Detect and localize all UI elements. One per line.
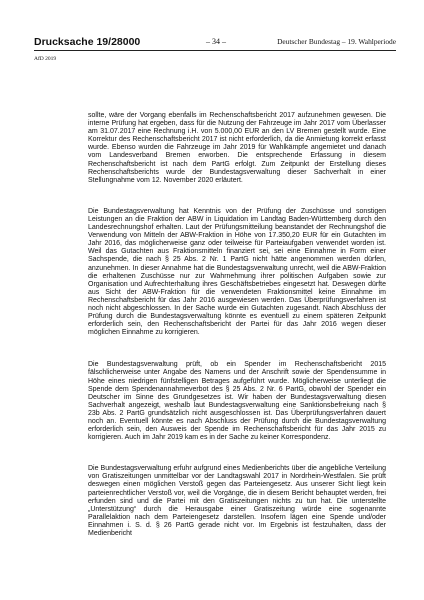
paragraph: sollte, wäre der Vorgang ebenfalls im Rechenschaftsbericht 2017 aufzunehmen gewesen. Die interne Prüfung hat ergeben, dass für die Nutzung der Fahrzeuge im Jahr 2017 vom Überlasser am 31.07.2017 eine Rechnung i.H. von 5.000,00 EUR an den LV Bremen gestellt wurde. Eine Korrektur des Rechenschaftsbericht 2017 ist nicht erforderlich, da die Anmietung korrekt erfasst wurde. Ebenso wurden die Fahrzeuge im Jahr 2019 für Wahlkämpfe angemietet und danach vom Landesverband Bremen erworben. Die entsprechende Erfassung in diesem Rechenschaftsbericht ist nach dem PartG erfolgt. Zum Zeitpunkt der Erstellung dieses Rechenschaftsberichts wurde der Bundestagsverwaltung dieser Sachverhalt in einer Stellungnahme vom 12. November 2020 erläutert.	[88, 112, 386, 184]
parliament-period: Deutscher Bundestag – 19. Wahlperiode	[277, 37, 396, 46]
document-number-value: 28000	[111, 36, 141, 48]
document-number-prefix: Drucksache 19/	[34, 36, 112, 48]
page-number: – 34 –	[206, 37, 226, 46]
paragraph: Die Bundestagsverwaltung hat Kenntnis von der Prüfung der Zuschüsse und sonstigen Leistungen an die Fraktion der ABW in Liquidation im Landtag Baden-Württemberg durch den Landesrechnungshof erhalten. Laut der Prüfungsmitteilung beanstandet der Rechnungshof die Verwendung von Mitteln der ABW-Fraktion in Höhe von 17.350,20 EUR für ein Gutachten im Jahr 2016, das möglicherweise ganz oder teilweise für Parteiaufgaben verwendet worden ist. Weil das Gutachten aus Fraktionsmitteln finanziert sei, sei eine Einnahme in Form einer Sachspende, die nach § 25 Abs. 2 Nr. 1 PartG nicht hätte angenommen werden dürfen, anzunehmen. In dieser Annahme hat die Bundestagsverwaltung unrecht, weil die ABW-Fraktion die erhaltenen Zuschüsse nur zur Wahrnehmung ihrer politischen Aufgaben sowie zur Organisation und Aufrechterhaltung ihres Geschäftsbetriebes eingesetzt hat. Deswegen dürfte aus Sicht der ABW-Fraktion für die verwendeten Fraktionsmittel keine Einnahme im Rechenschaftsbericht für das Jahr 2016 ausgewiesen werden. Das Überprüfungsverfahren ist noch nicht abgeschlossen. In der Sache wurde ein Gutachten zugesandt. Nach Abschluss der Prüfung durch die Bundestagsverwaltung könnte es eventuell zu einem späteren Zeitpunkt erforderlich sein, den Rechenschaftsbericht der Partei für das Jahr 2016 wegen dieser möglichen Einnahme zu korrigieren.	[88, 207, 386, 337]
reference-code: AfD 2019	[34, 56, 57, 62]
paragraph: Die Bundestagsverwaltung prüft, ob ein Spender im Rechenschaftsbericht 2015 fälschlicherweise unter Angabe des Namens und der Anschrift sowie der Spendensumme in Höhe eines niedrigen fünfstelligen Betrages aufgeführt wurde. Möglicherweise unterliegt die Spende dem Spendenannahmeverbot des § 25 Abs. 2 Nr. 6 PartG, obwohl der Spender ein Deutscher im Sinne des Grundgesetzes ist. Wir haben der Bundestagsverwaltung diesen Sachverhalt angezeigt, weshalb laut Bundestagsverwaltung eine Sanktionsbefreiung nach § 23b Abs. 2 PartG grundsätzlich nicht ausgeschlossen ist. Das Überprüfungsverfahren dauert noch an. Eventuell könnte es nach Abschluss der Prüfung durch die Bundestagsverwaltung erforderlich sein, den Ausweis der Spende im Rechenschaftsbericht für das Jahr 2015 zu korrigieren. Auch im Jahr 2019 kam es in der Sache zu keiner Korrespondenz.	[88, 361, 386, 442]
page-header	[34, 36, 396, 51]
paragraph: Die Bundestagsverwaltung erfuhr aufgrund eines Medienberichts über die angebliche Verteilung von Gratiszeitungen unmittelbar vor der Landtagswahl 2017 in Nordrhein-Westfalen. Sie prüft deswegen einen möglichen Verstoß gegen das Parteiengesetz. Aus unserer Sicht liegt kein parteienrechtlicher Verstoß vor, weil die Vorgänge, die in diesem Bericht behauptet werden, frei erfunden sind und die Partei mit den Gratiszeitungen nichts zu tun hat. Die unterstellte „Unterstützung“ durch die Herausgabe einer Gratiszeitung würde eine sogenannte Parallelaktion nach dem Parteiengesetz darstellen. Insofern lägen eine Spende und/oder Einnahmen i. S. d. § 26 PartG gerade nicht vor. Im Ergebnis ist festzuhalten, dass der Medienbericht	[88, 465, 386, 538]
document-number	[34, 36, 140, 48]
body-text	[88, 112, 386, 538]
